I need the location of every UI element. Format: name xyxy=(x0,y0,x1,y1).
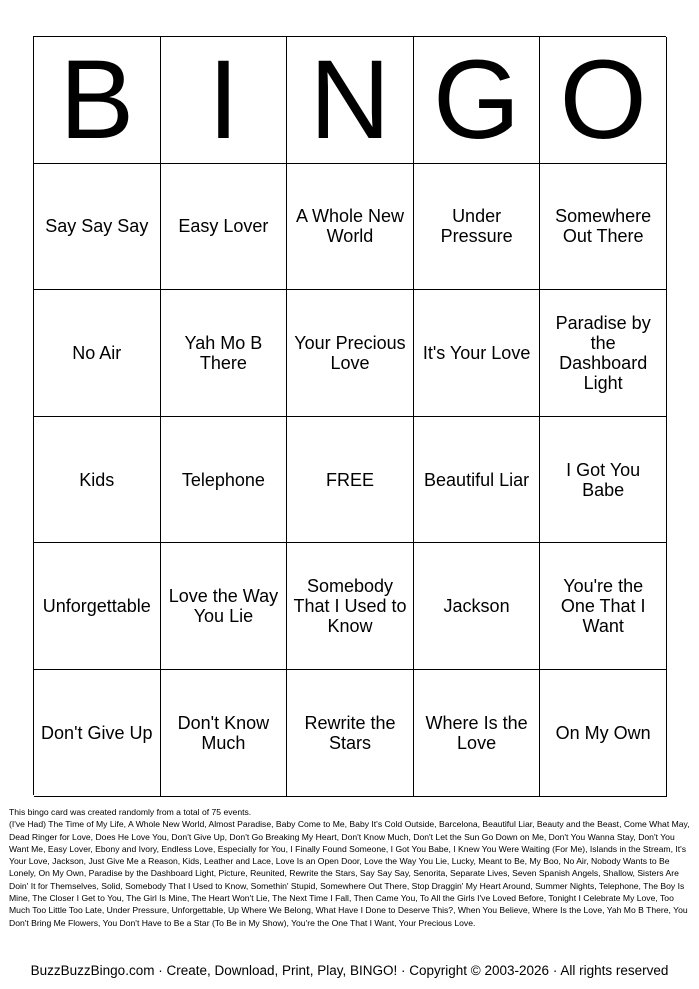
bingo-square: It's Your Love xyxy=(414,290,541,417)
bingo-header-row xyxy=(34,37,666,164)
bingo-square: No Air xyxy=(34,290,161,417)
header-letter-n: N xyxy=(287,37,414,164)
bingo-square: Somewhere Out There xyxy=(540,164,667,291)
header-letter-o: O xyxy=(540,37,667,164)
bingo-square: Love the Way You Lie xyxy=(161,543,288,670)
bingo-card xyxy=(33,36,666,795)
free-square: FREE xyxy=(287,417,414,544)
site-footer: BuzzBuzzBingo.com · Create, Download, Print, Play, BINGO! · Copyright © 2003-2026 · All rights reserved xyxy=(30,963,669,978)
bingo-square: Beautiful Liar xyxy=(414,417,541,544)
bingo-square: Somebody That I Used to Know xyxy=(287,543,414,670)
bingo-square: Don't Know Much xyxy=(161,670,288,797)
bingo-square: A Whole New World xyxy=(287,164,414,291)
bingo-row-3 xyxy=(34,417,666,544)
bingo-square: I Got You Babe xyxy=(540,417,667,544)
bingo-row-5 xyxy=(34,670,666,797)
bingo-square: Your Precious Love xyxy=(287,290,414,417)
bingo-square: On My Own xyxy=(540,670,667,797)
bingo-square: Easy Lover xyxy=(161,164,288,291)
bingo-square: Kids xyxy=(34,417,161,544)
bingo-row-1 xyxy=(34,164,666,291)
card-info-events: (I've Had) The Time of My Life, A Whole New World, Almost Paradise, Baby Come to Me, Baby It's Cold Outside, Barcelona, Beautiful Liar, Beauty and the Beast, Come What May, Dead Ringer for Love, Does He Love You, Don't Give Up, Don't Go Breaking My Heart, Don't Know Much, Don't Let the Sun Go Down on Me, Don't You Wanna Stay, Don't You Want Me, Easy Lover, Ebony and Ivory, Endless Love, Especially for You, I Finally Found Someone, I Got You Babe, I Knew You Were Waiting (For Me), Islands in the Stream, It's Your Love, Jackson, Just Give Me a Reason, Kids, Leather and Lace, Love Is an Open Door, Love the Way You Lie, Lucky, Meant to Be, My Boo, No Air, Nobody Wants to Be Lonely, On My Own, Paradise by the Dashboard Light, Picture, Reunited, Rewrite the Stars, Say Say Say, Senorita, Separate Lives, Seven Spanish Angels, Shallow, Sisters Are Doin' It for Themselves, Solid, Somebody That I Used to Know, Somethin' Stupid, Somewhere Out There, Stop Draggin' My Heart Around, Summer Nights, Telephone, The Boy Is Mine, The Closer I Get to You, The Girl Is Mine, The Heart Won't Lie, The Next Time I Fall, Then Came You, To All the Girls I've Loved Before, Tonight I Celebrate My Love, Too Much Too Little Too Late, Under Pressure, Unforgettable, Up Where We Belong, What Have I Done to Deserve This?, When You Believe, Where Is the Love, Yah Mo B There, You Don't Bring Me Flowers, You Don't Have to Be a Star (To Be in My Show), You're the One That I Want, Your Precious Love. xyxy=(9,819,690,928)
bingo-square: Yah Mo B There xyxy=(161,290,288,417)
bingo-square: Say Say Say xyxy=(34,164,161,291)
bingo-square: You're the One That I Want xyxy=(540,543,667,670)
bingo-square: Don't Give Up xyxy=(34,670,161,797)
bingo-square: Paradise by the Dashboard Light xyxy=(540,290,667,417)
header-letter-b: B xyxy=(34,37,161,164)
bingo-square: Where Is the Love xyxy=(414,670,541,797)
bingo-square: Telephone xyxy=(161,417,288,544)
card-info-intro: This bingo card was created randomly from a total of 75 events. xyxy=(9,807,252,817)
bingo-square: Unforgettable xyxy=(34,543,161,670)
bingo-row-4 xyxy=(34,543,666,670)
bingo-square: Under Pressure xyxy=(414,164,541,291)
card-info xyxy=(9,806,691,929)
header-letter-g: G xyxy=(414,37,541,164)
header-letter-i: I xyxy=(161,37,288,164)
bingo-square: Rewrite the Stars xyxy=(287,670,414,797)
bingo-row-2 xyxy=(34,290,666,417)
bingo-square: Jackson xyxy=(414,543,541,670)
